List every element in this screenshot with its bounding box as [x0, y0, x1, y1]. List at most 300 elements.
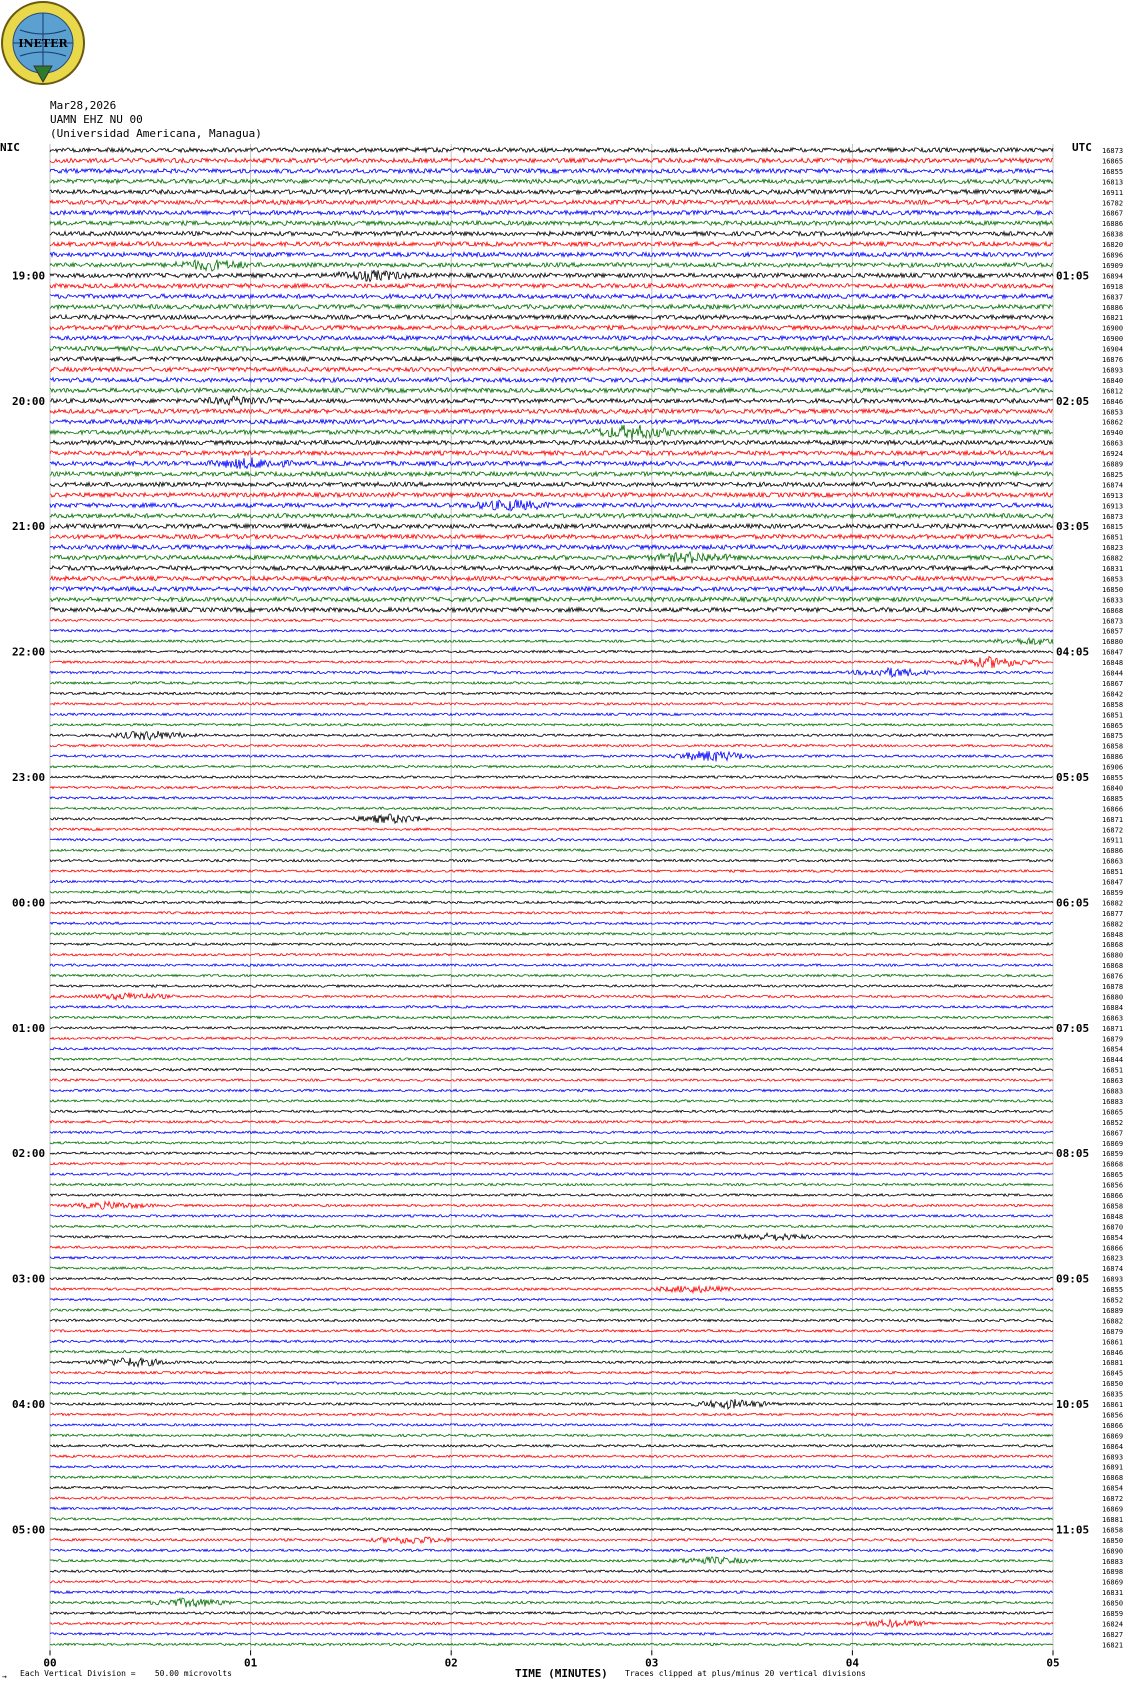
seismic-trace — [50, 1257, 1053, 1259]
trace-count-label: 16870 — [1102, 1223, 1124, 1232]
trace-count-label: 16867 — [1102, 679, 1124, 688]
trace-count-label: 16847 — [1102, 878, 1124, 887]
trace-count-label: 16850 — [1102, 1599, 1124, 1608]
trace-count-label: 16873 — [1102, 512, 1124, 521]
trace-count-label: 16879 — [1102, 1327, 1124, 1336]
seismic-trace — [50, 1643, 1053, 1645]
left-hour-label: 03:00 — [12, 1272, 46, 1286]
seismic-trace — [50, 1006, 1053, 1008]
seismic-trace — [50, 943, 1053, 945]
seismic-trace — [50, 1121, 1053, 1123]
seismic-trace — [50, 158, 1053, 162]
seismic-trace — [50, 1309, 1053, 1311]
seismic-trace — [50, 1591, 1053, 1593]
trace-count-label: 16862 — [1102, 418, 1124, 427]
trace-count-label: 16886 — [1102, 753, 1124, 762]
right-hour-label: 08:05 — [1056, 1147, 1090, 1161]
seismic-trace — [50, 1286, 1053, 1293]
trace-count-label: 16869 — [1102, 1578, 1124, 1587]
seismic-trace — [50, 482, 1053, 486]
trace-count-label: 16858 — [1102, 1526, 1124, 1535]
trace-count-label: 16854 — [1102, 1045, 1124, 1054]
seismic-trace — [50, 807, 1053, 809]
seismic-trace — [50, 1152, 1053, 1154]
seismic-trace — [50, 1476, 1053, 1478]
seismic-trace — [50, 1330, 1053, 1332]
seismic-trace — [50, 1372, 1053, 1374]
seismic-trace — [50, 891, 1053, 893]
trace-count-label: 16858 — [1102, 1202, 1124, 1211]
seismic-trace — [50, 1557, 1053, 1564]
trace-count-label: 16852 — [1102, 1118, 1124, 1127]
seismic-trace — [50, 922, 1053, 924]
trace-count-label: 16865 — [1102, 1108, 1124, 1117]
footer-corner-mark: → — [2, 1672, 7, 1681]
seismic-trace — [50, 1068, 1053, 1070]
seismic-trace — [50, 315, 1053, 319]
seismic-trace — [50, 1620, 1053, 1628]
seismic-trace — [50, 713, 1053, 715]
seismic-trace — [50, 880, 1053, 882]
seismic-trace — [50, 1298, 1053, 1300]
trace-count-label: 16865 — [1102, 1171, 1124, 1180]
seismic-trace — [50, 786, 1053, 788]
trace-count-label: 16874 — [1102, 1265, 1124, 1274]
seismic-trace — [50, 535, 1053, 539]
trace-count-label: 16815 — [1102, 523, 1124, 532]
trace-count-label: 16842 — [1102, 690, 1124, 699]
seismic-trace — [50, 1267, 1053, 1269]
seismic-trace — [50, 954, 1053, 956]
trace-count-label: 16911 — [1102, 188, 1124, 197]
trace-count-label: 16871 — [1102, 815, 1124, 824]
trace-count-label: 16878 — [1102, 983, 1124, 991]
x-axis-title: TIME (MINUTES) — [515, 1667, 608, 1680]
seismic-trace — [50, 566, 1053, 570]
seismic-trace — [50, 1225, 1053, 1227]
trace-count-label: 16880 — [1102, 638, 1124, 647]
seismic-trace — [50, 1598, 1053, 1607]
trace-count-label: 16863 — [1102, 857, 1124, 866]
trace-count-label: 16874 — [1102, 481, 1124, 490]
trace-count-label: 16918 — [1102, 282, 1124, 291]
footer-scale-note: Each Vertical Division = 50.00 microvolts — [20, 1669, 232, 1678]
left-timezone-label: NIC — [0, 141, 20, 154]
seismic-trace — [50, 1351, 1053, 1353]
seismic-trace — [50, 1142, 1053, 1144]
trace-count-label: 16886 — [1102, 847, 1124, 856]
seismic-trace — [50, 367, 1053, 371]
trace-count-label: 16871 — [1102, 1024, 1124, 1033]
trace-count-label: 16886 — [1102, 220, 1124, 229]
trace-count-label: 16859 — [1102, 1150, 1124, 1159]
seismic-trace — [50, 849, 1053, 851]
trace-count-label: 16859 — [1102, 888, 1124, 897]
seismic-trace — [50, 1202, 1053, 1210]
trace-count-label: 16881 — [1102, 1359, 1124, 1368]
trace-count-label: 16868 — [1102, 1160, 1124, 1169]
x-tick-label: 04 — [845, 1656, 860, 1670]
seismic-trace — [50, 1246, 1053, 1248]
seismic-trace — [50, 724, 1053, 726]
trace-count-label: 16881 — [1102, 1515, 1124, 1524]
seismic-trace — [50, 587, 1053, 591]
trace-count-label: 16837 — [1102, 293, 1124, 302]
seismic-trace — [50, 1173, 1053, 1175]
trace-count-label: 16909 — [1102, 261, 1124, 270]
seismic-trace — [50, 1549, 1053, 1551]
seismic-trace — [50, 1277, 1053, 1279]
seismic-trace — [50, 242, 1053, 246]
seismic-trace — [50, 1612, 1053, 1614]
right-hour-label: 10:05 — [1056, 1398, 1090, 1411]
seismic-trace — [50, 1131, 1053, 1133]
trace-count-label: 16869 — [1102, 1139, 1124, 1148]
seismic-trace — [50, 1424, 1053, 1426]
seismic-trace — [50, 1233, 1053, 1240]
trace-count-label: 16856 — [1102, 1411, 1124, 1420]
x-tick-label: 02 — [444, 1656, 458, 1670]
trace-count-label: 16863 — [1102, 439, 1124, 448]
trace-count-label: 16873 — [1102, 617, 1124, 626]
trace-count-label: 16852 — [1102, 1296, 1124, 1305]
trace-count-label: 16848 — [1102, 1212, 1124, 1221]
trace-count-label: 16844 — [1102, 1056, 1124, 1065]
trace-count-label: 16869 — [1102, 1432, 1124, 1441]
trace-count-label: 16863 — [1102, 1014, 1124, 1023]
seismic-trace — [50, 1163, 1053, 1165]
seismic-trace — [50, 1048, 1053, 1050]
trace-count-label: 16882 — [1102, 899, 1124, 908]
seismic-trace — [50, 870, 1053, 872]
seismic-trace — [50, 776, 1053, 778]
trace-count-label: 16898 — [1102, 1568, 1124, 1577]
trace-count-label: 16904 — [1102, 345, 1124, 354]
trace-count-label: 16890 — [1102, 1547, 1124, 1556]
seismic-trace — [50, 797, 1053, 799]
trace-count-label: 16823 — [1102, 1254, 1124, 1263]
right-hour-label: 07:05 — [1056, 1021, 1090, 1035]
trace-count-label: 16853 — [1102, 408, 1124, 417]
trace-count-label: 16823 — [1102, 544, 1124, 553]
seismic-trace — [50, 1455, 1053, 1457]
trace-count-label: 16880 — [1102, 993, 1124, 1002]
trace-count-label: 16838 — [1102, 230, 1124, 239]
seismic-trace — [50, 1183, 1053, 1185]
trace-count-label: 16833 — [1102, 596, 1124, 605]
trace-count-label: 16782 — [1102, 199, 1124, 208]
trace-count-label: 16877 — [1102, 909, 1124, 918]
trace-count-label: 16813 — [1102, 178, 1124, 187]
left-hour-label: 00:00 — [12, 896, 46, 910]
seismic-trace — [50, 1633, 1053, 1635]
trace-count-label: 16855 — [1102, 167, 1124, 176]
trace-count-label: 16883 — [1102, 1087, 1124, 1096]
trace-count-label: 16840 — [1102, 376, 1124, 385]
trace-count-label: 16885 — [1102, 794, 1124, 803]
trace-count-label: 16827 — [1102, 1630, 1124, 1639]
trace-count-label: 16851 — [1102, 1066, 1124, 1075]
seismic-trace — [50, 1507, 1053, 1509]
seismic-trace — [50, 964, 1053, 966]
trace-count-label: 16845 — [1102, 1369, 1124, 1378]
right-hour-label: 04:05 — [1056, 645, 1090, 659]
seismic-trace — [50, 305, 1053, 309]
trace-count-label: 16840 — [1102, 784, 1124, 793]
seismic-trace — [50, 630, 1053, 632]
seismic-trace — [50, 1413, 1053, 1415]
trace-count-label: 16913 — [1102, 491, 1124, 500]
seismic-trace — [50, 814, 1053, 823]
trace-count-label: 16863 — [1102, 1077, 1124, 1086]
seismic-trace — [50, 472, 1053, 476]
left-hour-label: 20:00 — [12, 394, 46, 408]
seismic-trace — [50, 682, 1053, 684]
trace-count-label: 16861 — [1102, 1401, 1124, 1409]
seismic-trace — [50, 576, 1053, 580]
left-hour-label: 02:00 — [12, 1147, 46, 1161]
trace-count-label: 16858 — [1102, 700, 1124, 709]
seismic-trace — [50, 839, 1053, 841]
seismic-trace — [50, 608, 1053, 612]
trace-count-label: 16848 — [1102, 659, 1124, 668]
seismic-trace — [50, 179, 1053, 183]
seismic-trace — [50, 1110, 1053, 1112]
seismic-trace — [50, 1528, 1053, 1530]
trace-count-label: 16855 — [1102, 774, 1124, 782]
trace-count-label: 16876 — [1102, 356, 1124, 364]
seismic-trace — [50, 974, 1053, 976]
seismic-trace — [50, 270, 1053, 281]
seismic-trace — [50, 211, 1053, 215]
trace-count-label: 16854 — [1102, 1484, 1124, 1493]
trace-count-label: 16868 — [1102, 1474, 1124, 1483]
seismic-trace — [50, 545, 1053, 549]
seismic-trace — [50, 1058, 1053, 1060]
seismic-trace — [50, 1537, 1053, 1543]
trace-count-label: 16866 — [1102, 1421, 1124, 1430]
trace-count-label: 16824 — [1102, 1620, 1124, 1629]
seismic-trace — [50, 346, 1053, 350]
trace-count-label: 16866 — [1102, 1192, 1124, 1200]
trace-count-label: 16913 — [1102, 502, 1124, 511]
trace-count-label: 16889 — [1102, 1306, 1124, 1315]
seismic-trace — [50, 388, 1053, 392]
seismic-trace — [50, 1089, 1053, 1091]
seismic-trace — [50, 169, 1053, 173]
trace-count-label: 16851 — [1102, 711, 1124, 720]
seismic-trace — [50, 260, 1053, 271]
left-hour-label: 21:00 — [12, 520, 46, 534]
trace-count-label: 16857 — [1102, 627, 1124, 636]
seismic-trace — [50, 200, 1053, 204]
left-hour-label: 04:00 — [12, 1398, 46, 1411]
trace-count-label: 16851 — [1102, 533, 1124, 542]
trace-count-label: 16880 — [1102, 951, 1124, 960]
header-date: Mar28,2026 — [50, 99, 117, 112]
trace-count-label: 16821 — [1102, 1641, 1124, 1650]
trace-count-label: 16886 — [1102, 303, 1124, 312]
trace-count-label: 16900 — [1102, 324, 1124, 333]
seismic-trace — [50, 1016, 1053, 1018]
left-hour-label: 22:00 — [12, 645, 46, 659]
seismic-trace — [50, 500, 1053, 511]
trace-count-label: 16859 — [1102, 1610, 1124, 1618]
trace-count-label: 16848 — [1102, 930, 1124, 939]
seismic-trace — [50, 912, 1053, 914]
trace-count-label: 16831 — [1102, 1589, 1124, 1598]
right-hour-label: 09:05 — [1056, 1272, 1090, 1286]
trace-count-label: 16821 — [1102, 314, 1124, 323]
footer-clip-note: Traces clipped at plus/minus 20 vertical divisions — [625, 1669, 866, 1678]
seismic-trace — [50, 1358, 1053, 1367]
right-hour-label: 06:05 — [1056, 896, 1090, 910]
trace-count-label: 16856 — [1102, 1181, 1124, 1190]
trace-count-label: 16868 — [1102, 941, 1124, 950]
trace-count-label: 16865 — [1102, 157, 1124, 166]
trace-count-label: 16896 — [1102, 251, 1124, 260]
trace-count-label: 16872 — [1102, 1495, 1124, 1504]
trace-count-label: 16893 — [1102, 1275, 1124, 1284]
seismic-trace — [50, 357, 1053, 361]
seismic-trace — [50, 1100, 1053, 1102]
trace-count-label: 16825 — [1102, 470, 1124, 479]
trace-count-label: 16924 — [1102, 450, 1124, 459]
trace-count-label: 16835 — [1102, 1390, 1124, 1399]
seismic-trace — [50, 336, 1053, 340]
seismic-trace — [50, 493, 1053, 497]
seismic-trace — [50, 378, 1053, 382]
trace-count-label: 16812 — [1102, 387, 1124, 396]
right-hour-label: 02:05 — [1056, 394, 1090, 408]
right-hour-label: 05:05 — [1056, 771, 1090, 784]
trace-count-label: 16820 — [1102, 241, 1124, 250]
seismic-trace — [50, 524, 1053, 528]
seismic-trace — [50, 231, 1053, 235]
seismic-trace — [50, 933, 1053, 935]
seismic-trace — [50, 514, 1053, 518]
trace-count-label: 16879 — [1102, 1035, 1124, 1044]
seismic-trace — [50, 190, 1053, 194]
trace-count-label: 16855 — [1102, 1286, 1124, 1295]
trace-count-label: 16893 — [1102, 366, 1124, 375]
trace-count-label: 16844 — [1102, 669, 1124, 678]
trace-count-label: 16850 — [1102, 1536, 1124, 1545]
trace-count-label: 16866 — [1102, 1244, 1124, 1253]
trace-count-label: 16854 — [1102, 1233, 1124, 1242]
x-tick-label: 00 — [43, 1656, 57, 1670]
seismic-trace — [50, 451, 1053, 455]
seismic-trace — [50, 901, 1053, 903]
seismic-trace — [50, 1319, 1053, 1321]
seismic-trace — [50, 284, 1053, 288]
seismic-trace — [50, 294, 1053, 298]
seismic-trace — [50, 650, 1053, 652]
seismic-trace — [50, 1027, 1053, 1029]
trace-count-label: 16882 — [1102, 920, 1124, 929]
right-hour-label: 01:05 — [1056, 269, 1090, 283]
seismic-trace — [50, 745, 1053, 747]
seismic-trace — [50, 1497, 1053, 1499]
seismic-trace — [50, 1518, 1053, 1520]
seismic-trace — [50, 1570, 1053, 1572]
seismic-trace — [50, 1392, 1053, 1394]
trace-count-label: 16882 — [1102, 1317, 1124, 1326]
trace-count-label: 16867 — [1102, 1129, 1124, 1138]
seismic-trace — [50, 1382, 1053, 1384]
seismic-trace — [50, 1486, 1053, 1488]
trace-count-label: 16831 — [1102, 565, 1124, 573]
trace-count-label: 16882 — [1102, 554, 1124, 563]
x-tick-label: 01 — [243, 1656, 258, 1670]
left-hour-label: 19:00 — [12, 269, 46, 283]
seismic-trace — [50, 751, 1053, 761]
x-tick-label: 03 — [645, 1656, 659, 1670]
x-tick-label: 05 — [1046, 1656, 1060, 1670]
trace-count-label: 16864 — [1102, 1442, 1124, 1451]
trace-count-label: 16868 — [1102, 962, 1124, 971]
trace-count-label: 16868 — [1102, 606, 1124, 615]
seismic-trace — [50, 1399, 1053, 1409]
trace-count-label: 16850 — [1102, 585, 1124, 594]
seismic-trace — [50, 252, 1053, 256]
trace-count-label: 16851 — [1102, 868, 1124, 877]
seismic-trace — [50, 425, 1053, 440]
trace-count-label: 16911 — [1102, 836, 1124, 845]
left-hour-label: 01:00 — [12, 1021, 46, 1035]
seismic-trace — [50, 1079, 1053, 1081]
seismic-trace — [50, 409, 1053, 413]
trace-count-label: 16906 — [1102, 763, 1124, 772]
trace-count-label: 16866 — [1102, 805, 1124, 814]
seismic-trace — [50, 1434, 1053, 1436]
header-station: UAMN EHZ NU 00 — [50, 113, 143, 126]
seismic-trace — [50, 656, 1053, 668]
seismic-trace — [50, 638, 1053, 645]
trace-count-label: 16861 — [1102, 1338, 1124, 1347]
seismic-trace — [50, 859, 1053, 861]
seismic-trace — [50, 828, 1053, 830]
seismic-trace — [50, 326, 1053, 330]
seismic-trace — [50, 457, 1053, 468]
trace-count-label: 16858 — [1102, 742, 1124, 751]
trace-count-label: 16847 — [1102, 648, 1124, 657]
trace-count-label: 16883 — [1102, 1097, 1124, 1106]
seismic-trace — [50, 703, 1053, 705]
seismic-trace — [50, 985, 1053, 987]
seismic-trace — [50, 148, 1053, 152]
trace-count-label: 16891 — [1102, 1463, 1124, 1472]
trace-count-label: 16876 — [1102, 972, 1124, 981]
right-hour-label: 11:05 — [1056, 1523, 1090, 1537]
seismic-trace — [50, 619, 1053, 621]
seismic-trace — [50, 765, 1053, 767]
trace-count-label: 16889 — [1102, 460, 1124, 469]
seismic-trace — [50, 396, 1053, 405]
seismic-trace — [50, 1340, 1053, 1342]
left-hour-label: 23:00 — [12, 771, 46, 784]
trace-count-label: 16872 — [1102, 826, 1124, 835]
trace-count-label: 16894 — [1102, 272, 1124, 281]
seismic-trace — [50, 993, 1053, 1000]
seismic-trace — [50, 1194, 1053, 1196]
seismic-trace — [50, 731, 1053, 740]
header-location: (Universidad Americana, Managua) — [50, 127, 262, 140]
seismic-trace — [50, 552, 1053, 563]
seismic-trace — [50, 1037, 1053, 1039]
trace-count-label: 16869 — [1102, 1505, 1124, 1514]
trace-count-label: 16846 — [1102, 397, 1124, 406]
